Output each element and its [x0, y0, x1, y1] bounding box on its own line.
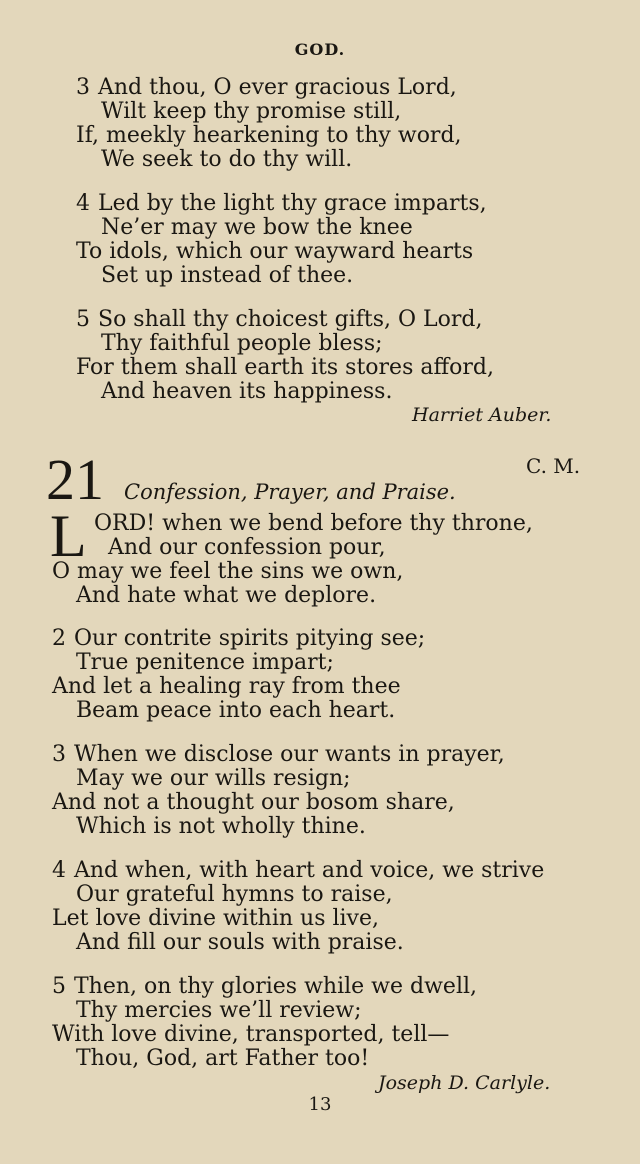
stanza-line: We seek to do thy will.: [101, 147, 353, 172]
stanza-line: Ne’er may we bow the knee: [101, 215, 413, 240]
hymn-number: 21: [46, 447, 104, 512]
running-head: GOD.: [294, 40, 346, 59]
stanza-number: 3: [76, 75, 90, 100]
stanza-line: And let a healing ray from thee: [52, 674, 401, 699]
stanza-line: And fill our souls with praise.: [76, 930, 404, 955]
stanza-line: 5 So shall thy choicest gifts, O Lord,: [76, 307, 483, 332]
stanza-line: For them shall earth its stores afford,: [76, 355, 494, 380]
author-attribution: Harriet Auber.: [412, 404, 552, 426]
hymn-title: Confession, Prayer, and Praise.: [124, 480, 456, 504]
stanza-line: And heaven its happiness.: [101, 379, 393, 404]
stanza-line: Let love divine within us live,: [52, 906, 379, 931]
stanza-line: 4 Led by the light thy grace imparts,: [76, 191, 487, 216]
stanza-line: O may we feel the sins we own,: [52, 559, 404, 584]
stanza-line: Beam peace into each heart.: [76, 698, 396, 723]
stanza-number: 5: [52, 974, 66, 999]
hymn-meter: C. M.: [526, 454, 581, 478]
stanza-line: Set up instead of thee.: [101, 263, 354, 288]
stanza-line: Which is not wholly thine.: [76, 814, 366, 839]
stanza-line: And hate what we deplore.: [76, 583, 377, 608]
stanza-number: 3: [52, 742, 66, 767]
author-attribution: Joseph D. Carlyle.: [378, 1072, 551, 1094]
stanza-line: Thy faithful people bless;: [101, 331, 383, 356]
stanza-line: With love divine, transported, tell—: [52, 1022, 450, 1047]
stanza-line: Our grateful hymns to raise,: [76, 882, 393, 907]
stanza-number: 5: [76, 307, 90, 332]
stanza-number: 4: [76, 191, 90, 216]
stanza-line: And not a thought our bosom share,: [52, 790, 455, 815]
stanza-line: 2 Our contrite spirits pitying see;: [52, 626, 426, 651]
stanza-line: Wilt keep thy promise still,: [101, 99, 402, 124]
stanza-line: Thy mercies we’ll review;: [76, 998, 362, 1023]
stanza-number: 4: [52, 858, 66, 883]
stanza-line: 3 And thou, O ever gracious Lord,: [76, 75, 457, 100]
stanza-line: To idols, which our wayward hearts: [76, 239, 474, 264]
stanza-line: 3 When we disclose our wants in prayer,: [52, 742, 505, 767]
drop-cap: L: [50, 503, 87, 569]
stanza-line: May we our wills resign;: [76, 766, 351, 791]
stanza-line: 5 Then, on thy glories while we dwell,: [52, 974, 478, 999]
stanza-line: Thou, God, art Father too!: [76, 1046, 370, 1071]
stanza-line: ORD! when we bend before thy throne,: [94, 511, 533, 536]
page-number: 13: [308, 1094, 332, 1115]
stanza-line: True penitence impart;: [76, 650, 334, 675]
stanza-number: 2: [52, 626, 66, 651]
stanza-line: And our confession pour,: [108, 535, 386, 560]
stanza-line: If, meekly hearkening to thy word,: [76, 123, 462, 148]
stanza-line: 4 And when, with heart and voice, we strive: [52, 858, 545, 883]
